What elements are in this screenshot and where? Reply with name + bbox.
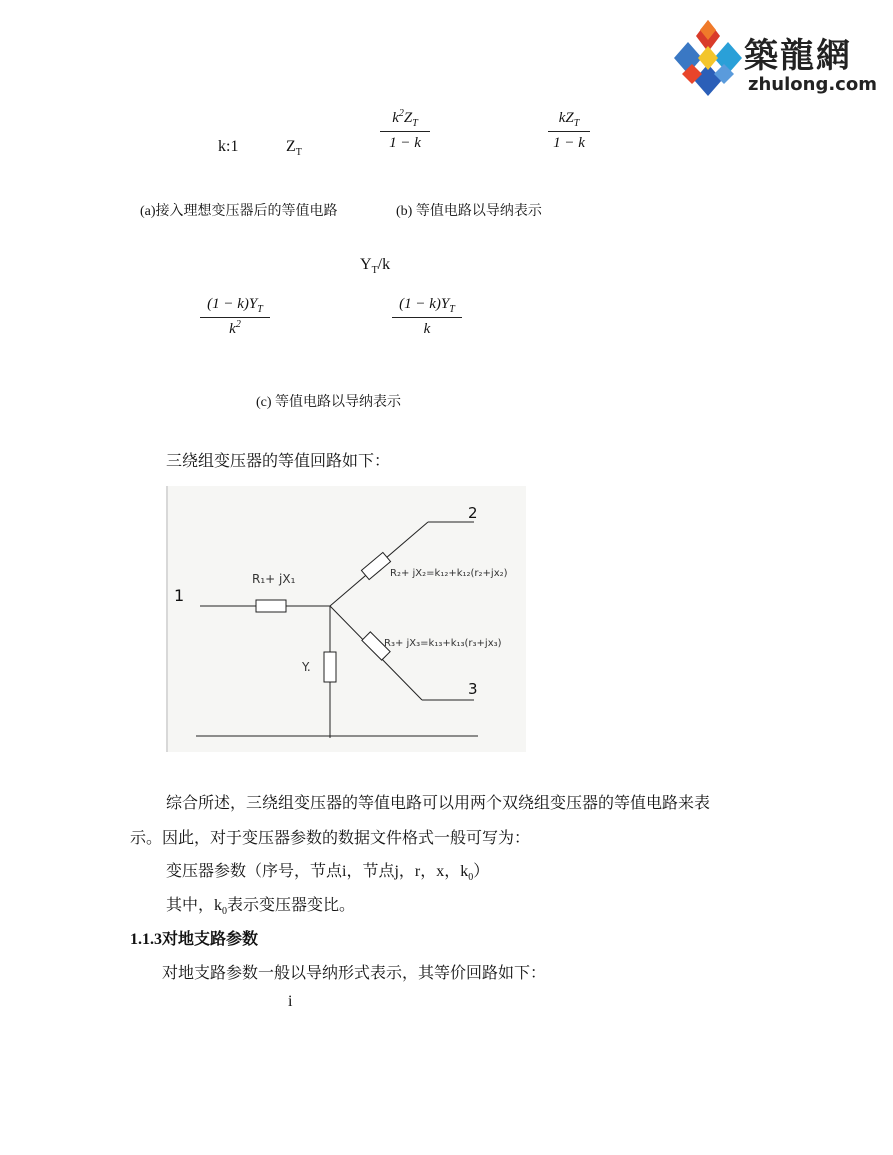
summary-line-2: 示。因此，对于变压器参数的数据文件格式一般可写为： bbox=[130, 830, 531, 847]
section-heading: 1.1.3对地支路参数 bbox=[130, 931, 259, 948]
resistor-r1 bbox=[256, 600, 286, 612]
summary-line-1: 综合所述，三绕组变压器的等值电路可以用两个双绕组变压器的等值电路来表 bbox=[166, 795, 711, 812]
ratio-description-line: 其中，$k_0$表示变压器变比。 bbox=[166, 897, 356, 917]
impedance-subscript: T bbox=[295, 147, 302, 158]
circuit-node-3: 3 bbox=[468, 680, 478, 698]
circuit-label-r2: R₂+ jX₂=k₁₂+k₁₂(r₂+jx₂) bbox=[390, 568, 508, 579]
section-intro: 对地支路参数一般以导纳形式表示，其等价回路如下： bbox=[162, 965, 547, 982]
logo-chinese-text: 築龍網 bbox=[744, 36, 852, 76]
zhulong-logo bbox=[668, 14, 877, 104]
circuit-node-2: 2 bbox=[468, 504, 478, 522]
three-winding-intro: 三绕组变压器的等值回路如下： bbox=[166, 453, 391, 470]
caption-b: (b) 等值电路以导纳表示 bbox=[396, 204, 542, 219]
logo-english-text: zhulong.com bbox=[748, 74, 877, 95]
node-i-label: i bbox=[288, 993, 293, 1010]
fraction-k2zt: $k^2Z_T$ 1 − k bbox=[380, 108, 430, 153]
caption-a: (a)接入理想变压器后的等值电路 bbox=[140, 204, 338, 219]
shunt-admittance bbox=[324, 652, 336, 682]
fraction-kzt: $kZ_T$ 1 − k bbox=[548, 108, 590, 153]
circuit-node-1: 1 bbox=[174, 586, 185, 605]
circuit-label-y: Y. bbox=[302, 660, 311, 674]
transformer-format-line: 变压器参数（序号，节点i，节点j，r，x，$k_0$） bbox=[166, 863, 490, 883]
admittance-label: $Y_T/k$ bbox=[360, 256, 391, 276]
circuit-label-r1: R₁+ jX₁ bbox=[252, 572, 296, 586]
logo-mark-icon bbox=[668, 14, 748, 104]
impedance-label bbox=[286, 138, 302, 156]
circuit-drawing bbox=[166, 486, 526, 752]
three-winding-circuit-diagram bbox=[166, 486, 526, 752]
fraction-admittance-k: $(1 - k)Y_T$ k bbox=[392, 294, 462, 339]
diagram-background bbox=[166, 486, 526, 752]
fraction-admittance-k2: $(1 - k)Y_T$ $k^2$ bbox=[200, 294, 270, 341]
caption-c: (c) 等值电路以导纳表示 bbox=[256, 395, 402, 410]
circuit-label-r3: R₃+ jX₃=k₁₃+k₁₃(r₃+jx₃) bbox=[384, 638, 502, 649]
ratio-label: k:1 bbox=[218, 138, 239, 155]
impedance-symbol: Z bbox=[286, 138, 296, 155]
